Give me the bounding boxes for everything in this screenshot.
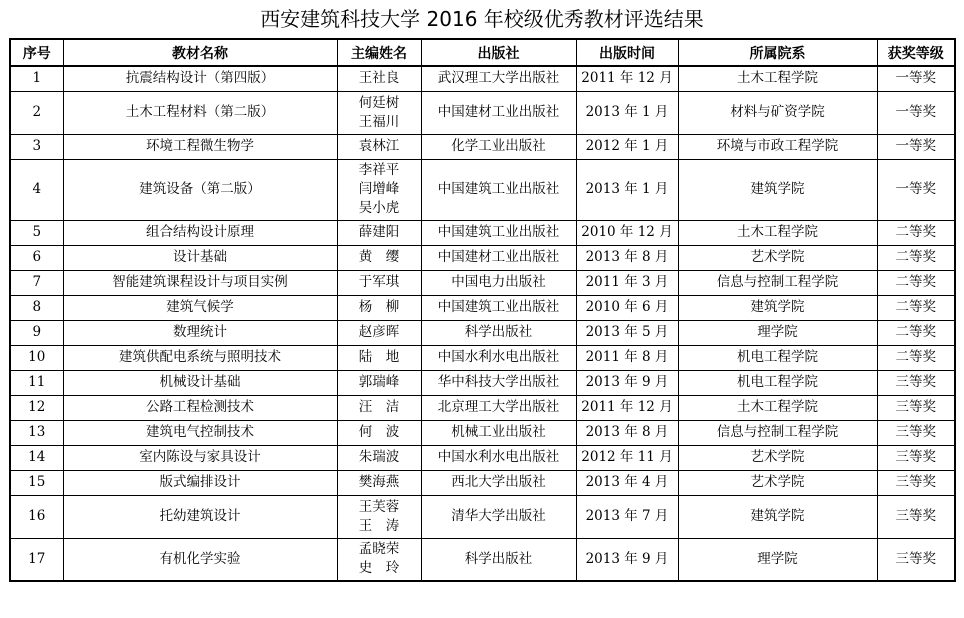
cell-editors (337, 91, 421, 134)
cell-publisher: 科学出版社 (421, 538, 576, 581)
cell-editors (337, 295, 421, 320)
cell-book-title: 托幼建筑设计 (63, 495, 337, 538)
header-editor: 主编姓名 (337, 39, 421, 66)
cell-award: 三等奖 (877, 445, 955, 470)
cell-editors (337, 134, 421, 159)
cell-publisher: 中国建筑工业出版社 (421, 295, 576, 320)
cell-department: 理学院 (678, 538, 877, 581)
cell-department: 艺术学院 (678, 445, 877, 470)
cell-department: 环境与市政工程学院 (678, 134, 877, 159)
cell-award: 三等奖 (877, 420, 955, 445)
document-title: 西安建筑科技大学 2016 年校级优秀教材评选结果 (260, 7, 704, 31)
cell-book-title: 建筑电气控制技术 (63, 420, 337, 445)
cell-department: 建筑学院 (678, 295, 877, 320)
cell-book-title: 土木工程材料（第二版） (63, 91, 337, 134)
cell-publisher: 中国建材工业出版社 (421, 91, 576, 134)
editor-name: 吴小虎 (358, 200, 400, 216)
cell-award: 三等奖 (877, 370, 955, 395)
cell-publish-date: 2013 年 8 月 (576, 245, 678, 270)
table-row (10, 345, 955, 370)
cell-publish-date: 2010 年 12 月 (576, 220, 678, 245)
cell-award: 二等奖 (877, 220, 955, 245)
cell-number: 7 (10, 270, 63, 295)
cell-number: 16 (10, 495, 63, 538)
cell-editors (337, 245, 421, 270)
cell-publish-date: 2012 年 11 月 (576, 445, 678, 470)
cell-publisher: 武汉理工大学出版社 (421, 66, 576, 91)
cell-number: 9 (10, 320, 63, 345)
editor-name: 王福川 (358, 113, 400, 130)
cell-department: 理学院 (678, 320, 877, 345)
table-row (10, 495, 955, 538)
editor-name: 王社良 (358, 70, 400, 87)
table-row (10, 538, 955, 581)
table-row (10, 220, 955, 245)
cell-publish-date: 2013 年 7 月 (576, 495, 678, 538)
table-row (10, 66, 955, 91)
cell-award: 一等奖 (877, 159, 955, 220)
cell-award: 三等奖 (877, 395, 955, 420)
table-row (10, 445, 955, 470)
editor-name: 黄 缨 (358, 249, 400, 265)
editor-name: 何廷树 (358, 94, 400, 111)
editor-name: 王芙蓉 (358, 498, 400, 515)
cell-department: 艺术学院 (678, 470, 877, 495)
cell-number: 4 (10, 159, 63, 220)
cell-award: 三等奖 (877, 495, 955, 538)
table-row (10, 470, 955, 495)
cell-number: 1 (10, 66, 63, 91)
cell-editors (337, 495, 421, 538)
cell-department: 信息与控制工程学院 (678, 420, 877, 445)
cell-department: 土木工程学院 (678, 66, 877, 91)
cell-award: 二等奖 (877, 320, 955, 345)
cell-publisher: 中国电力出版社 (421, 270, 576, 295)
cell-editors (337, 320, 421, 345)
cell-department: 材料与矿资学院 (678, 91, 877, 134)
editor-name: 袁林江 (358, 138, 400, 154)
cell-editors (337, 220, 421, 245)
cell-publisher: 中国建筑工业出版社 (421, 159, 576, 220)
cell-award: 一等奖 (877, 91, 955, 134)
cell-number: 3 (10, 134, 63, 159)
cell-number: 12 (10, 395, 63, 420)
cell-publish-date: 2011 年 12 月 (576, 66, 678, 91)
header-number: 序号 (10, 39, 63, 66)
cell-book-title: 数理统计 (63, 320, 337, 345)
editor-name: 樊海燕 (358, 474, 400, 490)
cell-editors (337, 395, 421, 420)
cell-number: 15 (10, 470, 63, 495)
cell-publish-date: 2013 年 5 月 (576, 320, 678, 345)
cell-publisher: 机械工业出版社 (421, 420, 576, 445)
cell-number: 17 (10, 538, 63, 581)
editor-name: 陆 地 (358, 349, 400, 365)
cell-award: 二等奖 (877, 345, 955, 370)
header-publisher: 出版社 (421, 39, 576, 66)
cell-publish-date: 2013 年 1 月 (576, 91, 678, 134)
cell-number: 13 (10, 420, 63, 445)
cell-publisher: 化学工业出版社 (421, 134, 576, 159)
cell-number: 14 (10, 445, 63, 470)
cell-book-title: 版式编排设计 (63, 470, 337, 495)
cell-publish-date: 2012 年 1 月 (576, 134, 678, 159)
cell-number: 5 (10, 220, 63, 245)
table-row (10, 295, 955, 320)
table-row (10, 420, 955, 445)
cell-book-title: 机械设计基础 (63, 370, 337, 395)
cell-publish-date: 2013 年 4 月 (576, 470, 678, 495)
cell-editors (337, 66, 421, 91)
header-row (10, 39, 955, 66)
editor-name: 赵彦晖 (358, 324, 400, 340)
cell-editors (337, 538, 421, 581)
cell-editors (337, 370, 421, 395)
editor-name: 汪 洁 (358, 399, 400, 415)
cell-publisher: 华中科技大学出版社 (421, 370, 576, 395)
cell-book-title: 组合结构设计原理 (63, 220, 337, 245)
editor-name: 李祥平 (358, 162, 400, 178)
cell-book-title: 建筑气候学 (63, 295, 337, 320)
editor-name: 孟晓荣 (358, 541, 400, 558)
cell-award: 一等奖 (877, 66, 955, 91)
cell-book-title: 建筑供配电系统与照明技术 (63, 345, 337, 370)
cell-department: 土木工程学院 (678, 395, 877, 420)
cell-editors (337, 470, 421, 495)
editor-name: 朱瑞波 (358, 449, 400, 465)
cell-department: 土木工程学院 (678, 220, 877, 245)
cell-publisher: 西北大学出版社 (421, 470, 576, 495)
cell-publisher: 中国水利水电出版社 (421, 345, 576, 370)
cell-award: 二等奖 (877, 270, 955, 295)
editor-name: 何 波 (358, 424, 400, 440)
table-row (10, 270, 955, 295)
editor-name: 郭瑞峰 (358, 374, 400, 390)
cell-publish-date: 2013 年 9 月 (576, 538, 678, 581)
table-row (10, 370, 955, 395)
editor-name: 杨 柳 (358, 299, 400, 315)
cell-number: 6 (10, 245, 63, 270)
header-publish-date: 出版时间 (576, 39, 678, 66)
cell-book-title: 抗震结构设计（第四版） (63, 66, 337, 91)
cell-award: 一等奖 (877, 134, 955, 159)
cell-publisher: 科学出版社 (421, 320, 576, 345)
editor-name: 王 涛 (358, 517, 400, 534)
cell-publish-date: 2013 年 8 月 (576, 420, 678, 445)
header-department: 所属院系 (678, 39, 877, 66)
cell-editors (337, 270, 421, 295)
cell-award: 三等奖 (877, 470, 955, 495)
cell-department: 建筑学院 (678, 495, 877, 538)
editor-name: 于军琪 (358, 274, 400, 290)
cell-publisher: 清华大学出版社 (421, 495, 576, 538)
editor-name: 闫增峰 (358, 181, 400, 197)
cell-publisher: 中国建筑工业出版社 (421, 220, 576, 245)
cell-book-title: 环境工程微生物学 (63, 134, 337, 159)
editor-name: 史 玲 (358, 560, 400, 577)
cell-award: 二等奖 (877, 295, 955, 320)
cell-publish-date: 2011 年 12 月 (576, 395, 678, 420)
cell-award: 二等奖 (877, 245, 955, 270)
table-row (10, 395, 955, 420)
cell-book-title: 智能建筑课程设计与项目实例 (63, 270, 337, 295)
cell-book-title: 公路工程检测技术 (63, 395, 337, 420)
cell-department: 机电工程学院 (678, 345, 877, 370)
cell-publisher: 中国建材工业出版社 (421, 245, 576, 270)
cell-editors (337, 445, 421, 470)
cell-publisher: 北京理工大学出版社 (421, 395, 576, 420)
cell-number: 10 (10, 345, 63, 370)
cell-book-title: 建筑设备（第二版） (63, 159, 337, 220)
cell-publish-date: 2011 年 3 月 (576, 270, 678, 295)
cell-book-title: 室内陈设与家具设计 (63, 445, 337, 470)
awards-table (9, 38, 956, 582)
cell-book-title: 设计基础 (63, 245, 337, 270)
cell-publish-date: 2013 年 9 月 (576, 370, 678, 395)
cell-editors (337, 159, 421, 220)
table-row (10, 245, 955, 270)
cell-publish-date: 2011 年 8 月 (576, 345, 678, 370)
header-award: 获奖等级 (877, 39, 955, 66)
cell-number: 2 (10, 91, 63, 134)
cell-department: 建筑学院 (678, 159, 877, 220)
table-row (10, 91, 955, 134)
cell-publish-date: 2013 年 1 月 (576, 159, 678, 220)
cell-department: 艺术学院 (678, 245, 877, 270)
cell-publish-date: 2010 年 6 月 (576, 295, 678, 320)
cell-department: 机电工程学院 (678, 370, 877, 395)
cell-editors (337, 345, 421, 370)
table-row (10, 134, 955, 159)
header-book-title: 教材名称 (63, 39, 337, 66)
cell-department: 信息与控制工程学院 (678, 270, 877, 295)
cell-editors (337, 420, 421, 445)
cell-publisher: 中国水利水电出版社 (421, 445, 576, 470)
table-row (10, 159, 955, 220)
table-row (10, 320, 955, 345)
editor-name: 薛建阳 (358, 224, 400, 240)
cell-number: 11 (10, 370, 63, 395)
cell-book-title: 有机化学实验 (63, 538, 337, 581)
cell-number: 8 (10, 295, 63, 320)
cell-award: 三等奖 (877, 538, 955, 581)
